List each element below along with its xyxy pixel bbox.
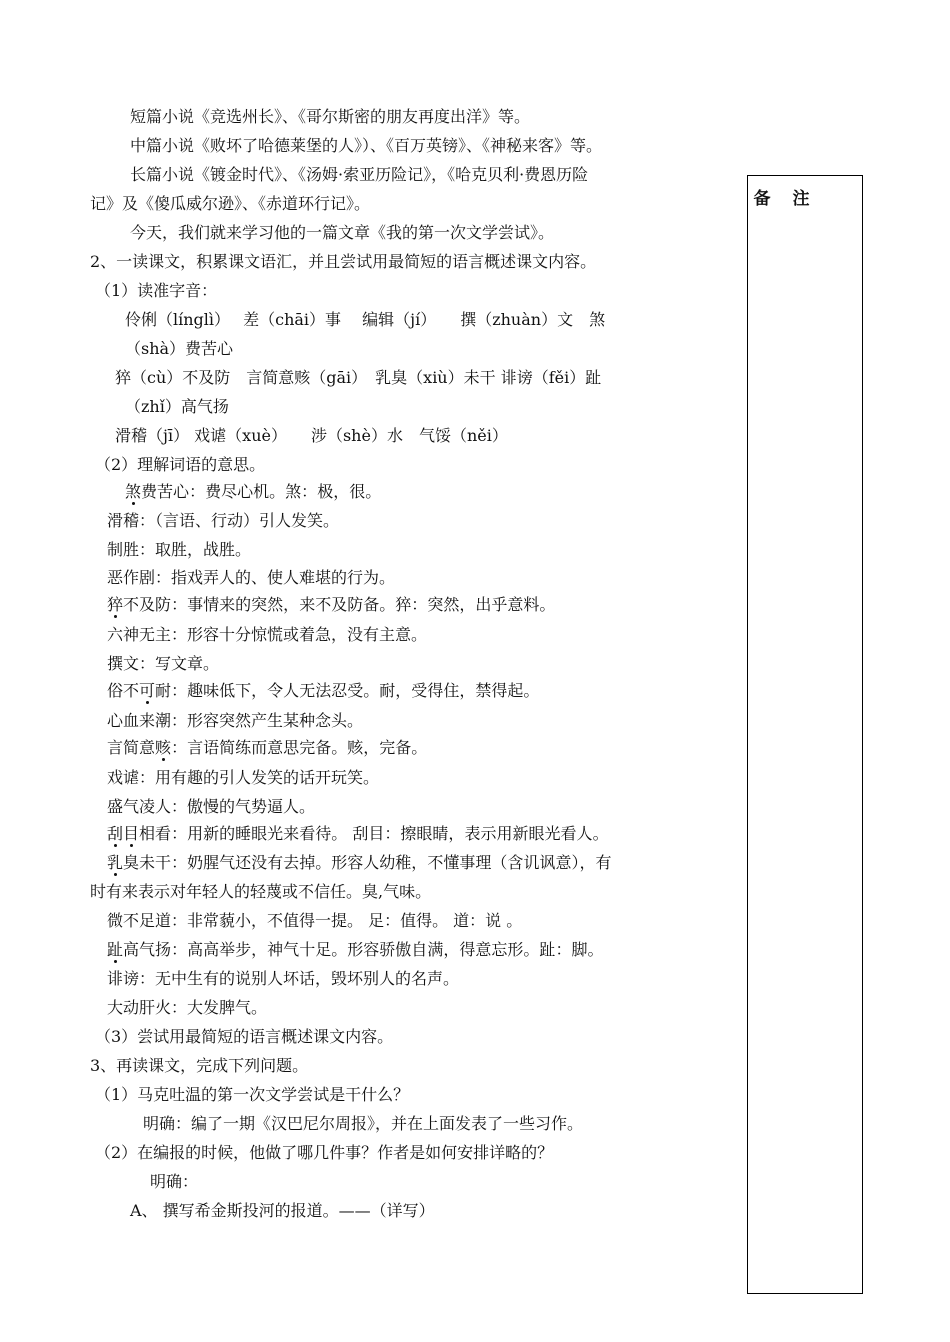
notes-column xyxy=(747,175,863,1294)
pronunciation-line: 滑稽（jī） 戏谑（xuè） 涉（shè）水 气馁（něi） xyxy=(115,426,508,445)
definition-line: 诽谤：无中生有的说别人坏话，毁坏别人的名声。 xyxy=(107,969,460,988)
emphasis-dot-char: 猝 xyxy=(107,595,124,614)
notes-title: 备 注 xyxy=(753,189,818,209)
definition-line: 俗不可耐：趣味低下，令人无法忍受。耐，受得住，禁得起。 xyxy=(107,681,540,700)
answer-line: A、 撰写希金斯投河的报道。——（详写） xyxy=(130,1201,435,1220)
definition-line: 大动肝火：大发脾气。 xyxy=(107,998,268,1017)
definition-line: 言简意赅：言语简练而意思完备。赅，完备。 xyxy=(107,738,428,757)
text-line: 今天，我们就来学习他的一篇文章《我的第一次文学尝试》。 xyxy=(130,223,555,242)
subsection-heading: （3）尝试用最简短的语言概述课文内容。 xyxy=(95,1027,394,1046)
definition-line: 乳臭未干：奶腥气还没有去掉。形容人幼稚，不懂事理（含讥讽意），有 xyxy=(107,853,612,872)
section-heading: 3、再读课文，完成下列问题。 xyxy=(90,1056,309,1075)
answer-line: 明确：编了一期《汉巴尼尔周报》，并在上面发表了一些习作。 xyxy=(143,1114,584,1133)
subsection-heading: （1）读准字音： xyxy=(95,281,218,300)
text-line: 记》及《傻瓜威尔逊》、《赤道环行记》。 xyxy=(90,194,371,213)
definition-line: 刮目相看：用新的睡眼光来看待。 刮目：擦眼睛，表示用新眼光看人。 xyxy=(107,824,609,843)
question-line: （1）马克吐温的第一次文学尝试是干什么？ xyxy=(95,1085,410,1104)
pronunciation-line: 猝（cù）不及防 言简意赅（gāi） 乳臭（xiù）未干 诽谤（fěi）趾 xyxy=(115,368,602,387)
emphasis-dot-char: 目 xyxy=(123,824,140,843)
pronunciation-line: 伶俐（línglì） 差（chāi）事 编辑（jí） 撰（zhuàn）文 煞 xyxy=(125,310,606,329)
text-line: 中篇小说《败坏了哈德莱堡的人》）、《百万英镑》、《神秘来客》等。 xyxy=(130,136,603,155)
subsection-heading: （2）理解词语的意思。 xyxy=(95,455,266,474)
definition-line: 恶作剧：指戏弄人的、使人难堪的行为。 xyxy=(107,568,396,587)
text-line: 长篇小说《镀金时代》、《汤姆·索亚历险记》，《哈克贝利·费恩历险 xyxy=(130,165,589,184)
emphasis-dot-char: 乳 xyxy=(107,853,124,872)
definition-line: 六神无主：形容十分惊慌或着急，没有主意。 xyxy=(107,625,428,644)
pronunciation-line: （shà）费苦心 xyxy=(125,339,234,358)
text-line: 短篇小说《竞选州长》、《哥尔斯密的朋友再度出洋》等。 xyxy=(130,107,531,126)
definition-line: 微不足道：非常藐小，不值得一提。 足：值得。 道：说 。 xyxy=(107,911,523,930)
definition-line: 趾高气扬：高高举步，神气十足。形容骄傲自满，得意忘形。趾：脚。 xyxy=(107,940,604,959)
definition-line: 滑稽：（言语、行动）引人发笑。 xyxy=(107,511,340,530)
emphasis-dot-char: 煞 xyxy=(125,482,142,501)
answer-line: 明确： xyxy=(150,1172,199,1191)
emphasis-dot-char: 刮 xyxy=(107,824,124,843)
emphasis-dot-char: 趾 xyxy=(107,940,124,959)
emphasis-dot-char: 可 xyxy=(139,681,156,700)
definition-line: 煞费苦心：费尽心机。煞：极，很。 xyxy=(125,482,382,501)
question-line: （2）在编报的时候，他做了哪几件事？作者是如何安排详略的？ xyxy=(95,1143,554,1162)
definition-line: 撰文：写文章。 xyxy=(107,654,220,673)
emphasis-dot-char: 赅 xyxy=(155,738,172,757)
section-heading: 2、一读课文，积累课文语汇，并且尝试用最简短的语言概述课文内容。 xyxy=(90,252,597,271)
definition-line: 制胜：取胜，战胜。 xyxy=(107,540,252,559)
definition-line: 时有来表示对年轻人的轻蔑或不信任。臭,气味。 xyxy=(90,882,432,901)
pronunciation-line: （zhǐ）高气扬 xyxy=(125,397,229,416)
definition-line: 心血来潮：形容突然产生某种念头。 xyxy=(107,711,364,730)
definition-line: 戏谑：用有趣的引人发笑的话开玩笑。 xyxy=(107,768,380,787)
definition-line: 盛气凌人：傲慢的气势逼人。 xyxy=(107,797,316,816)
definition-line: 猝不及防：事情来的突然，来不及防备。猝：突然，出乎意料。 xyxy=(107,595,556,614)
